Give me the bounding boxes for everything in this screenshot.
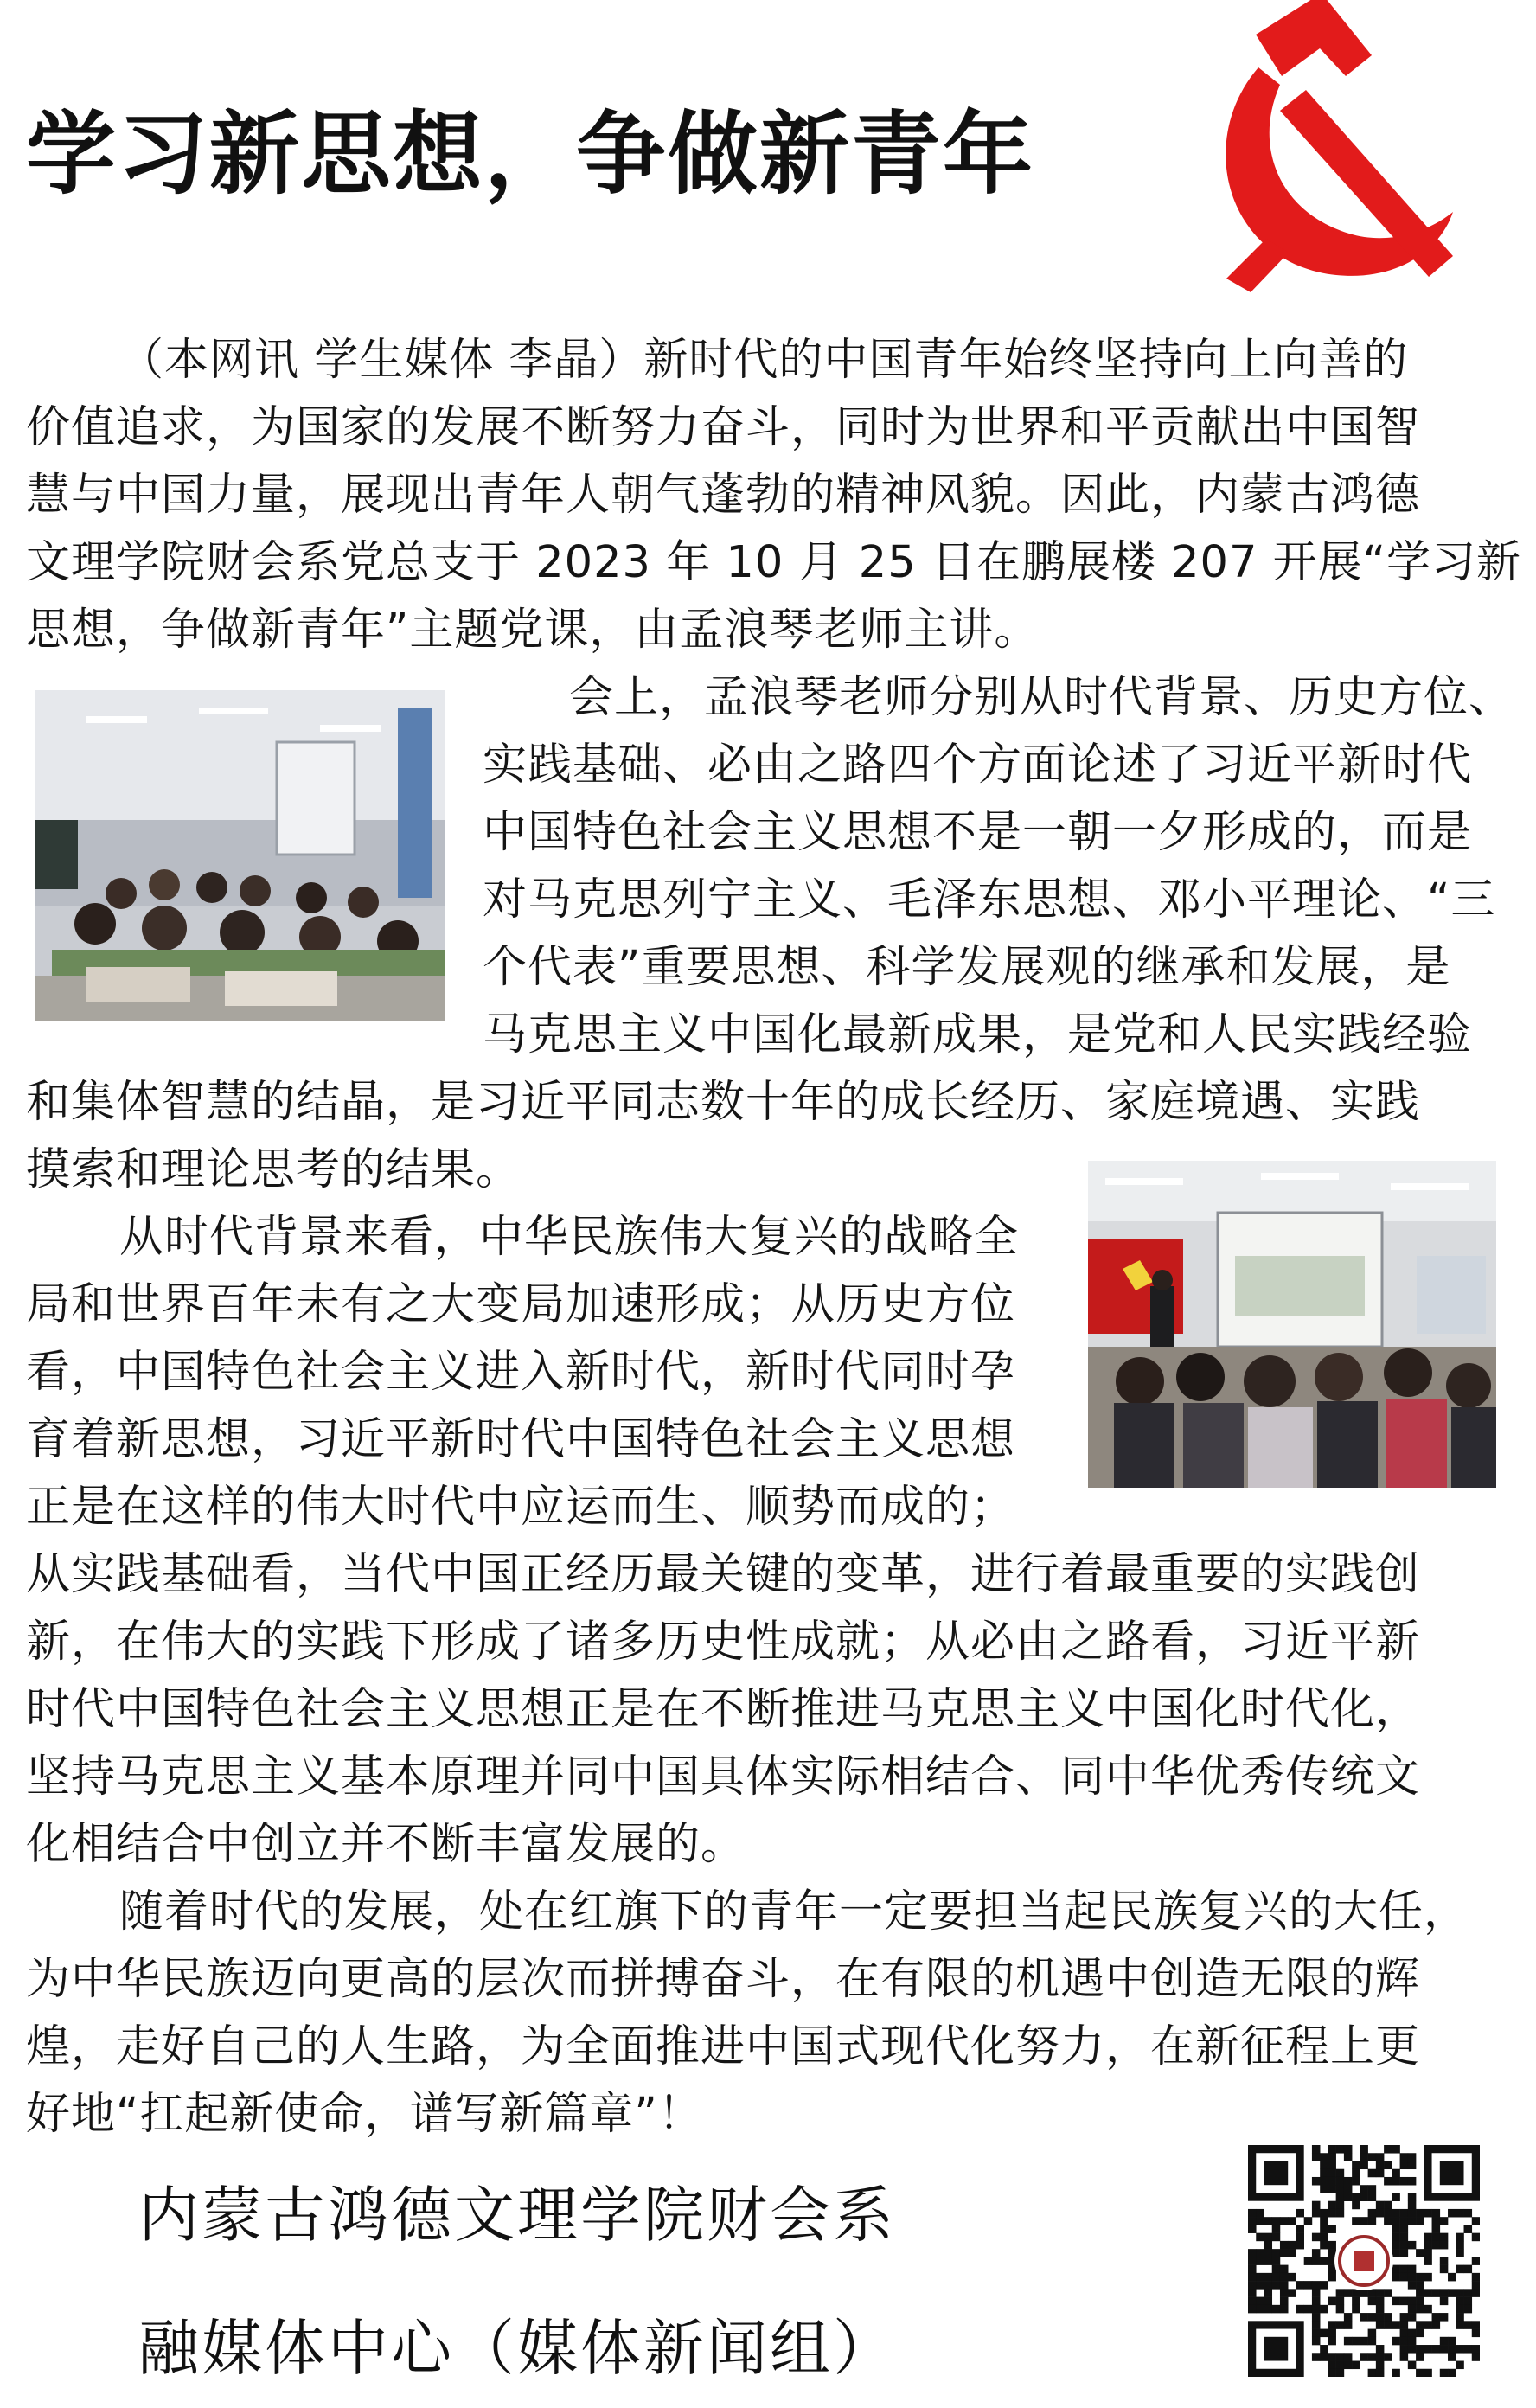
paragraph-line: 化相结合中创立并不断丰富发展的。: [26, 1819, 746, 1870]
paragraph-line: 随着时代的发展，处在红旗下的青年一定要担当起民族复兴的大任，: [119, 1886, 1469, 1937]
paragraph-line: 中国特色社会主义思想不是一朝一夕形成的，而是: [483, 807, 1473, 858]
paragraph-line: 对马克思列宁主义、毛泽东思想、邓小平理论、“三: [483, 874, 1496, 925]
paragraph-line: 马克思主义中国化最新成果，是党和人民实践经验: [483, 1009, 1473, 1060]
paragraph-line: 煌，走好自己的人生路，为全面推进中国式现代化努力，在新征程上更: [26, 2021, 1421, 2072]
paragraph-line: 从时代背景来看，中华民族伟大复兴的战略全: [119, 1212, 1020, 1263]
paragraph-line: 实践基础、必由之路四个方面论述了习近平新时代: [483, 740, 1473, 791]
article-paragraph-1: [26, 327, 1521, 664]
paragraph-line: 摸索和理论思考的结果。: [26, 1144, 522, 1195]
qr-code-icon[interactable]: [1248, 2145, 1480, 2377]
paragraph-line: 慧与中国力量，展现出青年人朝气蓬勃的精神风貌。因此，内蒙古鸿德: [26, 470, 1421, 521]
paragraph-line: 新，在伟大的实践下形成了诸多历史性成就；从必由之路看，习近平新: [26, 1617, 1421, 1668]
paragraph-line: 会上，孟浪琴老师分别从时代背景、历史方位、: [569, 672, 1514, 723]
paragraph-line: 价值追求，为国家的发展不断努力奋斗，同时为世界和平贡献出中国智: [26, 402, 1421, 453]
paragraph-line: 好地“扛起新使命，谱写新篇章”！: [26, 2089, 703, 2140]
paragraph-line: 局和世界百年未有之大变局加速形成；从历史方位: [26, 1279, 1016, 1330]
party-emblem-icon: [1176, 0, 1470, 294]
paragraph-line: 正是在这样的伟大时代中应运而生、顺势而成的；: [26, 1482, 1016, 1533]
paragraph-line: （本网讯 学生媒体 李晶）新时代的中国青年始终坚持向上向善的: [119, 335, 1409, 386]
org-name-line-2: 融媒体中心（媒体新闻组）: [138, 2313, 896, 2384]
page-title: 学习新思想，争做新青年: [26, 101, 1035, 207]
paragraph-line: 和集体智慧的结晶，是习近平同志数十年的成长经历、家庭境遇、实践: [26, 1077, 1421, 1128]
article-paragraph-2: [26, 664, 1514, 1204]
article-paragraph-3: [26, 1204, 1420, 1879]
paragraph-line: 从实践基础看，当代中国正经历最关键的变革，进行着最重要的实践创: [26, 1549, 1421, 1600]
article-paragraph-4: [26, 1879, 1469, 2149]
paragraph-line: 看，中国特色社会主义进入新时代，新时代同时孕: [26, 1347, 1016, 1398]
paragraph-line: 个代表”重要思想、科学发展观的继承和发展，是: [483, 942, 1451, 993]
paragraph-line: 育着新思想，习近平新时代中国特色社会主义思想: [26, 1414, 1016, 1465]
org-name-line-1: 内蒙古鸿德文理学院财会系: [138, 2180, 896, 2251]
paragraph-line: 时代中国特色社会主义思想正是在不断推进马克思主义中国化时代化，: [26, 1684, 1421, 1735]
paragraph-line: 为中华民族迈向更高的层次而拼搏奋斗，在有限的机遇中创造无限的辉: [26, 1954, 1421, 2005]
paragraph-line: 坚持马克思主义基本原理并同中国具体实际相结合、同中华优秀传统文: [26, 1752, 1421, 1803]
paragraph-line: 文理学院财会系党总支于 2023 年 10 月 25 日在鹏展楼 207 开展“学习新: [26, 537, 1522, 588]
paragraph-line: 思想，争做新青年”主题党课，由孟浪琴老师主讲。: [26, 605, 1040, 656]
